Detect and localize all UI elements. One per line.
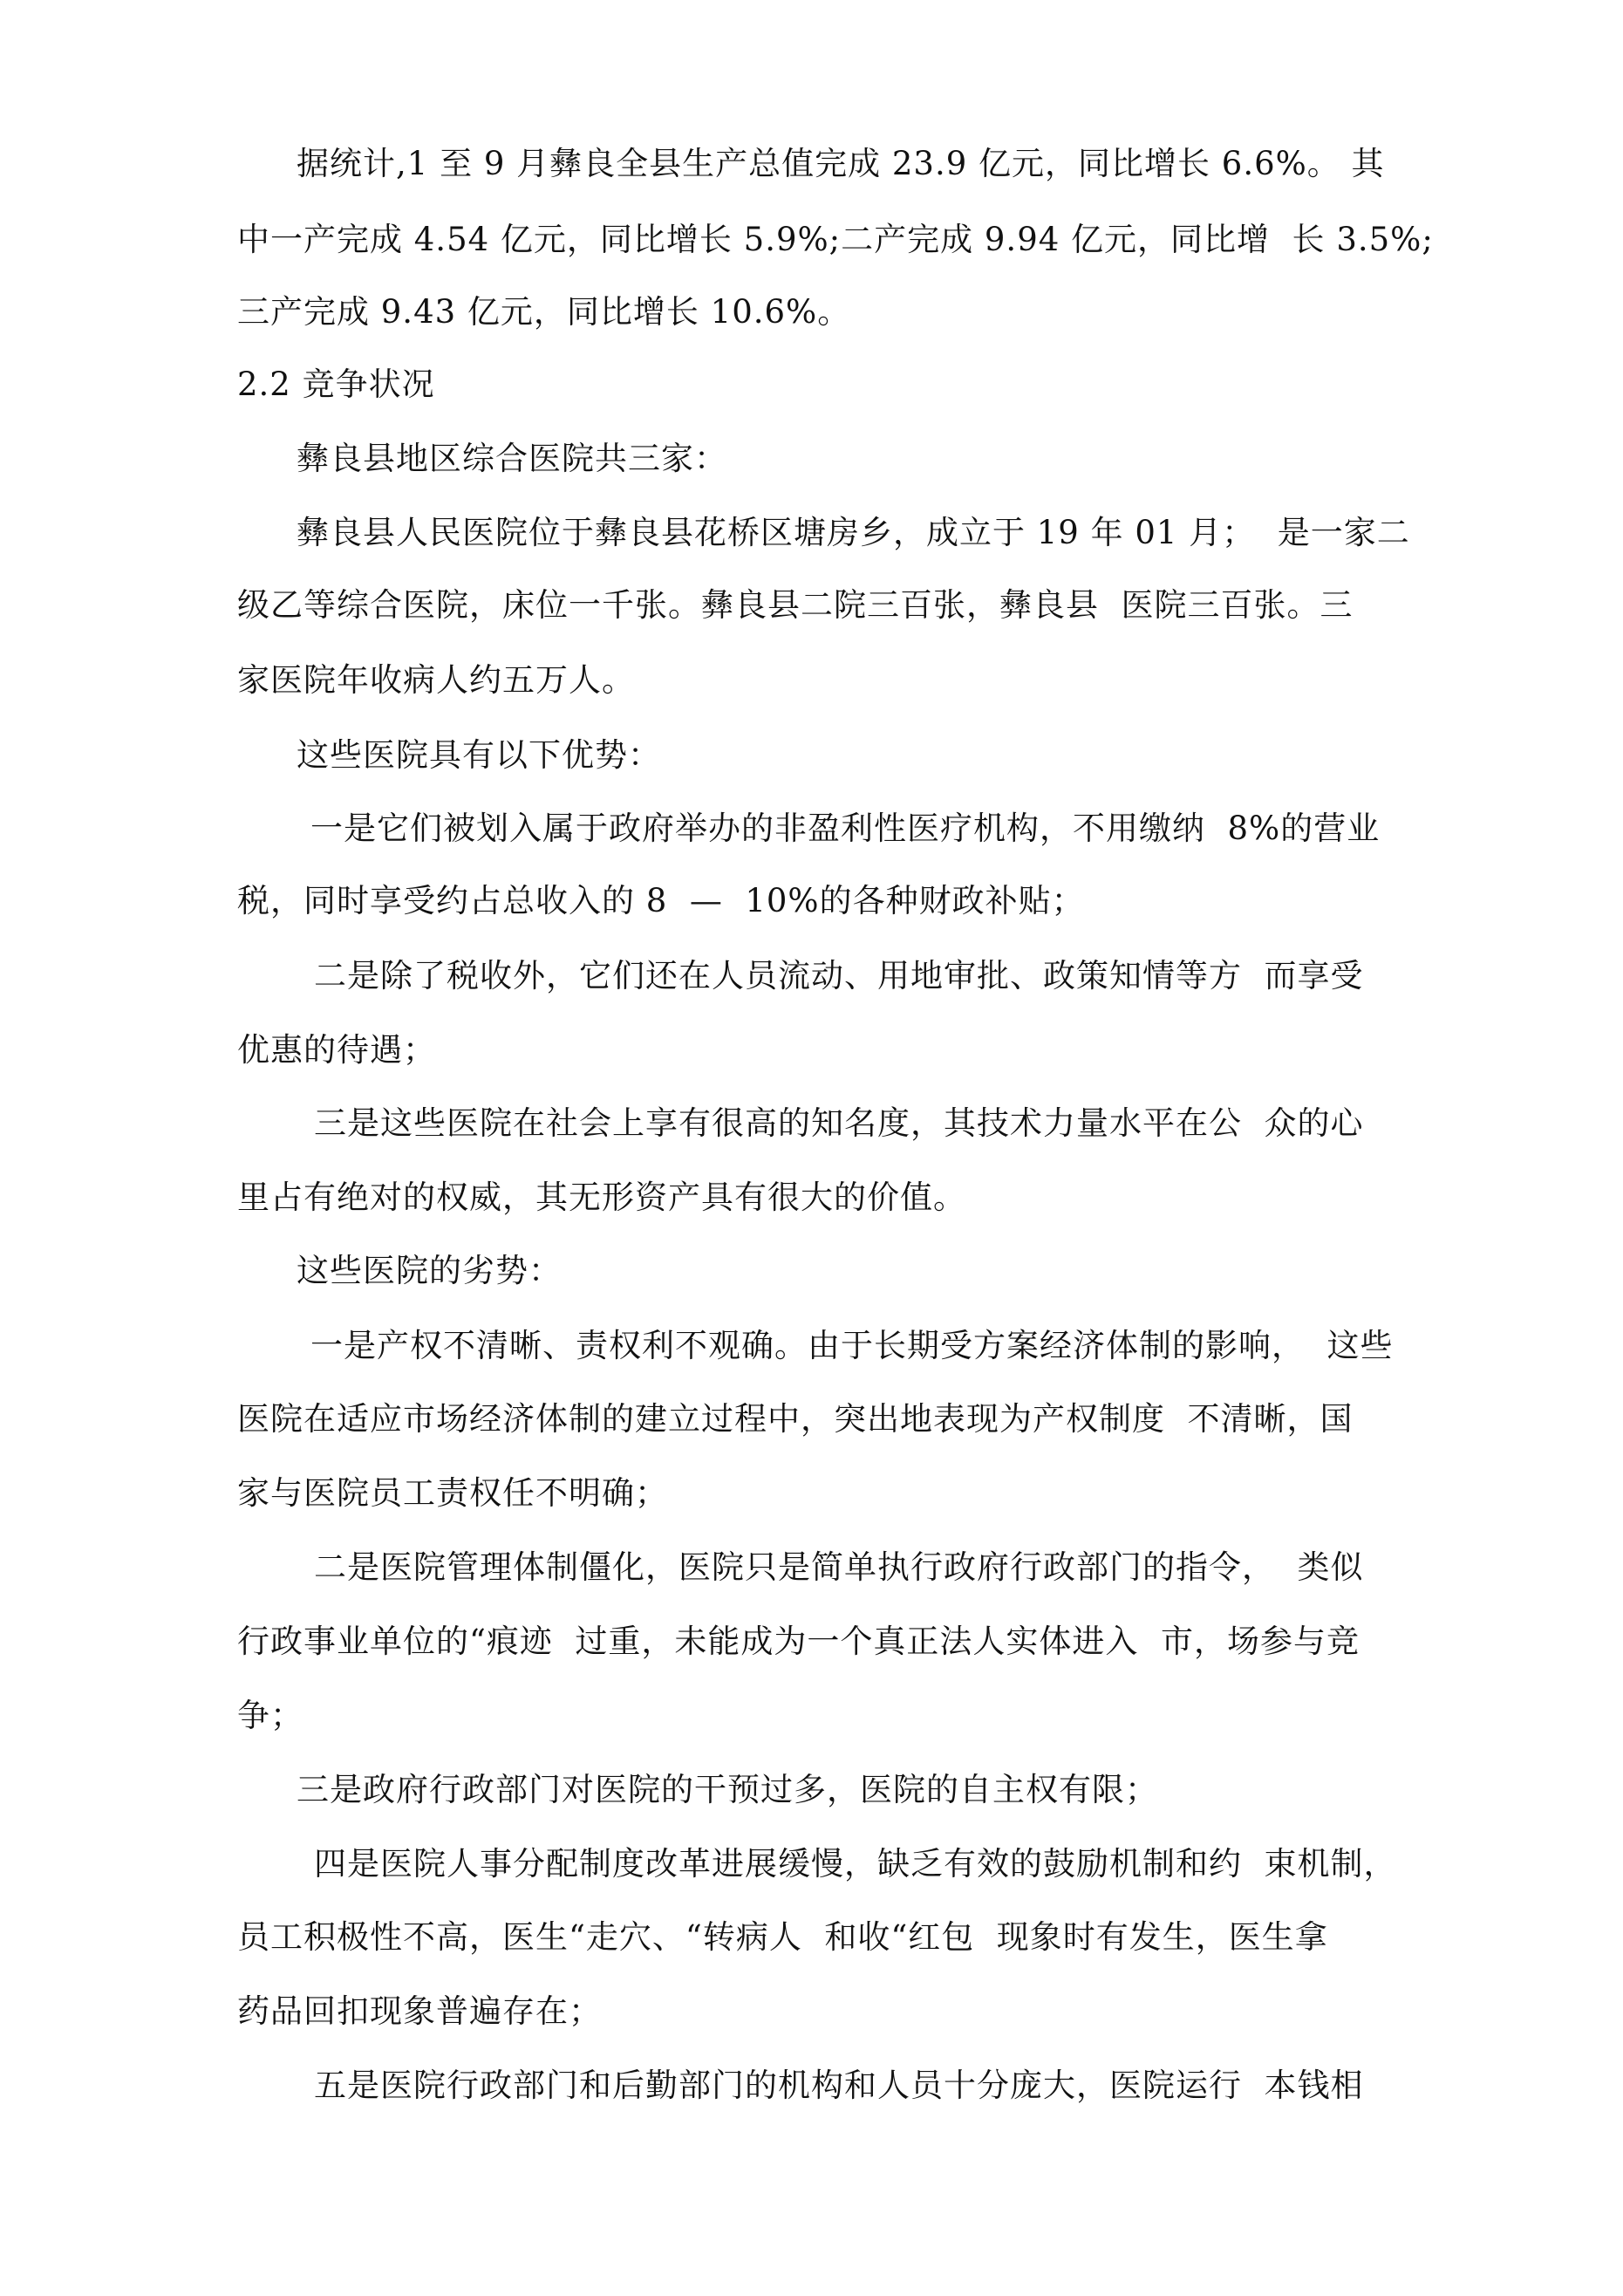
text-line: 行政事业单位的“痕迹 过重，未能成为一个真正法人实体进入 市，场参与竞 xyxy=(237,1623,1360,1660)
text-line: 争； xyxy=(237,1697,303,1734)
text-line: 彝良县地区综合医院共三家： xyxy=(297,440,727,477)
text-line: 三是这些医院在社会上享有很高的知名度，其技术力量水平在公 众的心 xyxy=(314,1104,1364,1142)
text-line: 二是医院管理体制僵化，医院只是简单执行政府行政部门的指令， 类似 xyxy=(314,1548,1364,1586)
text-line: 医院在适应市场经济体制的建立过程中，突出地表现为产权制度 不清晰，国 xyxy=(237,1400,1354,1438)
section-heading: 2.2 竞争状况 xyxy=(237,366,435,403)
text-line: 税，同时享受约占总收入的 8 — 10%的各种财政补贴； xyxy=(237,882,1085,919)
text-line: 二是除了税收外，它们还在人员流动、用地审批、政策知情等方 而享受 xyxy=(314,957,1364,994)
text-line: 这些医院的劣势： xyxy=(297,1252,562,1289)
text-line: 家与医院员工责权任不明确； xyxy=(237,1474,668,1512)
text-line: 一是它们被划入属于政府举办的非盈利性医疗机构，不用缴纳 8%的营业 xyxy=(310,810,1381,847)
text-line: 彝良县人民医院位于彝良县花桥区塘房乡，成立于 19 年 01 月； 是一家二 xyxy=(297,514,1410,551)
text-line: 这些医院具有以下优势： xyxy=(297,736,661,774)
text-line: 中一产完成 4.54 亿元，同比增长 5.9%;二产完成 9.94 亿元，同比增 长 3.5%; xyxy=(237,221,1434,258)
text-line: 家医院年收病人约五万人。 xyxy=(237,661,635,699)
text-line: 四是医院人事分配制度改革进展缓慢，缺乏有效的鼓励机制和约 束机制， xyxy=(314,1845,1397,1883)
text-line: 一是产权不清晰、责权利不观确。由于长期受方案经济体制的影响， 这些 xyxy=(310,1327,1394,1364)
text-line: 三是政府行政部门对医院的干预过多，医院的自主权有限； xyxy=(297,1771,1158,1808)
text-line: 员工积极性不高，医生“走穴、“转病人 和收“红包 现象时有发生，医生拿 xyxy=(237,1918,1328,1956)
text-line: 级乙等综合医院，床位一千张。彝良县二院三百张，彝良县 医院三百张。三 xyxy=(237,586,1354,624)
text-line: 药品回扣现象普遍存在； xyxy=(237,1992,602,2030)
text-line: 里占有绝对的权威，其无形资产具有很大的价值。 xyxy=(237,1179,966,1216)
text-line: 三产完成 9.43 亿元，同比增长 10.6%。 xyxy=(237,293,851,331)
text-line: 五是医院行政部门和后勤部门的机构和人员十分庞大，医院运行 本钱相 xyxy=(314,2067,1364,2104)
text-line: 优惠的待遇； xyxy=(237,1031,436,1069)
text-line: 据统计,1 至 9 月彝良全县生产总值完成 23.9 亿元，同比增长 6.6%。 其 xyxy=(297,145,1385,182)
